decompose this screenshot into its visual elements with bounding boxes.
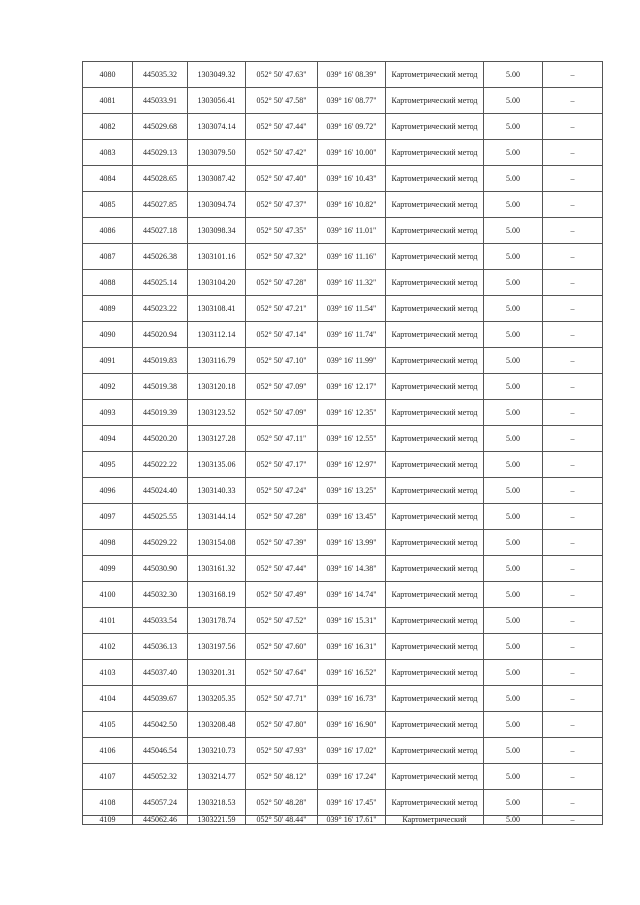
method-cell: Картометрический метод	[386, 140, 484, 166]
y-coordinate-cell: 1303116.79	[188, 348, 246, 374]
point-number-cell: 4105	[83, 712, 133, 738]
accuracy-cell: 5.00	[484, 62, 543, 88]
latitude-cell: 052° 50' 47.10"	[246, 348, 318, 374]
note-cell: –	[543, 816, 603, 825]
latitude-cell: 052° 50' 47.28"	[246, 270, 318, 296]
longitude-cell: 039° 16' 13.99"	[318, 530, 386, 556]
table-row	[83, 218, 603, 244]
accuracy-cell: 5.00	[484, 140, 543, 166]
method-cell: Картометрический метод	[386, 790, 484, 816]
method-cell: Картометрический метод	[386, 478, 484, 504]
table-row	[83, 790, 603, 816]
accuracy-cell: 5.00	[484, 608, 543, 634]
y-coordinate-cell: 1303140.33	[188, 478, 246, 504]
point-number-cell: 4085	[83, 192, 133, 218]
point-number-cell: 4108	[83, 790, 133, 816]
longitude-cell: 039° 16' 09.72"	[318, 114, 386, 140]
y-coordinate-cell: 1303094.74	[188, 192, 246, 218]
method-cell: Картометрический метод	[386, 296, 484, 322]
y-coordinate-cell: 1303221.59	[188, 816, 246, 825]
method-cell: Картометрический метод	[386, 608, 484, 634]
accuracy-cell: 5.00	[484, 582, 543, 608]
note-cell: –	[543, 322, 603, 348]
point-number-cell: 4104	[83, 686, 133, 712]
table-row	[83, 764, 603, 790]
coordinates-table	[82, 61, 603, 825]
y-coordinate-cell: 1303056.41	[188, 88, 246, 114]
method-cell: Картометрический метод	[386, 322, 484, 348]
point-number-cell: 4082	[83, 114, 133, 140]
longitude-cell: 039° 16' 10.00"	[318, 140, 386, 166]
accuracy-cell: 5.00	[484, 322, 543, 348]
point-number-cell: 4090	[83, 322, 133, 348]
note-cell: –	[543, 478, 603, 504]
y-coordinate-cell: 1303178.74	[188, 608, 246, 634]
x-coordinate-cell: 445057.24	[133, 790, 188, 816]
point-number-cell: 4087	[83, 244, 133, 270]
x-coordinate-cell: 445037.40	[133, 660, 188, 686]
latitude-cell: 052° 50' 47.21"	[246, 296, 318, 322]
latitude-cell: 052° 50' 47.35"	[246, 218, 318, 244]
x-coordinate-cell: 445036.13	[133, 634, 188, 660]
accuracy-cell: 5.00	[484, 738, 543, 764]
latitude-cell: 052° 50' 47.71"	[246, 686, 318, 712]
method-cell: Картометрический метод	[386, 166, 484, 192]
longitude-cell: 039° 16' 10.82"	[318, 192, 386, 218]
longitude-cell: 039° 16' 08.39"	[318, 62, 386, 88]
y-coordinate-cell: 1303168.19	[188, 582, 246, 608]
method-cell: Картометрический метод	[386, 660, 484, 686]
longitude-cell: 039° 16' 11.01"	[318, 218, 386, 244]
method-cell: Картометрический метод	[386, 712, 484, 738]
note-cell: –	[543, 556, 603, 582]
accuracy-cell: 5.00	[484, 686, 543, 712]
point-number-cell: 4107	[83, 764, 133, 790]
x-coordinate-cell: 445035.32	[133, 62, 188, 88]
longitude-cell: 039° 16' 11.74"	[318, 322, 386, 348]
longitude-cell: 039° 16' 17.45"	[318, 790, 386, 816]
point-number-cell: 4106	[83, 738, 133, 764]
latitude-cell: 052° 50' 47.24"	[246, 478, 318, 504]
method-cell: Картометрический метод	[386, 764, 484, 790]
method-cell: Картометрический метод	[386, 530, 484, 556]
longitude-cell: 039° 16' 10.43"	[318, 166, 386, 192]
x-coordinate-cell: 445029.68	[133, 114, 188, 140]
longitude-cell: 039° 16' 08.77"	[318, 88, 386, 114]
accuracy-cell: 5.00	[484, 88, 543, 114]
point-number-cell: 4081	[83, 88, 133, 114]
y-coordinate-cell: 1303074.14	[188, 114, 246, 140]
table-row	[83, 634, 603, 660]
x-coordinate-cell: 445025.55	[133, 504, 188, 530]
x-coordinate-cell: 445029.22	[133, 530, 188, 556]
table-row	[83, 556, 603, 582]
point-number-cell: 4094	[83, 426, 133, 452]
x-coordinate-cell: 445019.38	[133, 374, 188, 400]
table-row	[83, 374, 603, 400]
latitude-cell: 052° 50' 47.39"	[246, 530, 318, 556]
note-cell: –	[543, 634, 603, 660]
x-coordinate-cell: 445027.18	[133, 218, 188, 244]
y-coordinate-cell: 1303120.18	[188, 374, 246, 400]
longitude-cell: 039° 16' 12.55"	[318, 426, 386, 452]
longitude-cell: 039° 16' 16.90"	[318, 712, 386, 738]
table-row	[83, 348, 603, 374]
method-cell: Картометрический метод	[386, 244, 484, 270]
accuracy-cell: 5.00	[484, 426, 543, 452]
point-number-cell: 4088	[83, 270, 133, 296]
note-cell: –	[543, 140, 603, 166]
longitude-cell: 039° 16' 11.54"	[318, 296, 386, 322]
method-cell: Картометрический метод	[386, 426, 484, 452]
method-cell: Картометрический метод	[386, 62, 484, 88]
accuracy-cell: 5.00	[484, 192, 543, 218]
longitude-cell: 039° 16' 16.52"	[318, 660, 386, 686]
table-row	[83, 608, 603, 634]
table-row	[83, 62, 603, 88]
latitude-cell: 052° 50' 47.09"	[246, 400, 318, 426]
y-coordinate-cell: 1303079.50	[188, 140, 246, 166]
point-number-cell: 4098	[83, 530, 133, 556]
latitude-cell: 052° 50' 47.64"	[246, 660, 318, 686]
point-number-cell: 4080	[83, 62, 133, 88]
longitude-cell: 039° 16' 15.31"	[318, 608, 386, 634]
point-number-cell: 4097	[83, 504, 133, 530]
accuracy-cell: 5.00	[484, 400, 543, 426]
note-cell: –	[543, 244, 603, 270]
point-number-cell: 4086	[83, 218, 133, 244]
x-coordinate-cell: 445042.50	[133, 712, 188, 738]
y-coordinate-cell: 1303087.42	[188, 166, 246, 192]
longitude-cell: 039° 16' 13.45"	[318, 504, 386, 530]
accuracy-cell: 5.00	[484, 348, 543, 374]
table-row	[83, 686, 603, 712]
latitude-cell: 052° 50' 48.44"	[246, 816, 318, 825]
accuracy-cell: 5.00	[484, 816, 543, 825]
x-coordinate-cell: 445033.91	[133, 88, 188, 114]
y-coordinate-cell: 1303049.32	[188, 62, 246, 88]
x-coordinate-cell: 445026.38	[133, 244, 188, 270]
table-row	[83, 322, 603, 348]
note-cell: –	[543, 764, 603, 790]
x-coordinate-cell: 445020.20	[133, 426, 188, 452]
x-coordinate-cell: 445032.30	[133, 582, 188, 608]
note-cell: –	[543, 400, 603, 426]
accuracy-cell: 5.00	[484, 790, 543, 816]
latitude-cell: 052° 50' 47.09"	[246, 374, 318, 400]
method-cell: Картометрический метод	[386, 374, 484, 400]
table-row	[83, 582, 603, 608]
longitude-cell: 039° 16' 11.16"	[318, 244, 386, 270]
latitude-cell: 052° 50' 47.58"	[246, 88, 318, 114]
table-row	[83, 738, 603, 764]
latitude-cell: 052° 50' 47.44"	[246, 114, 318, 140]
y-coordinate-cell: 1303201.31	[188, 660, 246, 686]
y-coordinate-cell: 1303098.34	[188, 218, 246, 244]
x-coordinate-cell: 445039.67	[133, 686, 188, 712]
y-coordinate-cell: 1303108.41	[188, 296, 246, 322]
note-cell: –	[543, 686, 603, 712]
x-coordinate-cell: 445027.85	[133, 192, 188, 218]
note-cell: –	[543, 582, 603, 608]
note-cell: –	[543, 114, 603, 140]
method-cell: Картометрический метод	[386, 556, 484, 582]
note-cell: –	[543, 504, 603, 530]
table-row	[83, 140, 603, 166]
x-coordinate-cell: 445019.83	[133, 348, 188, 374]
note-cell: –	[543, 348, 603, 374]
table-row	[83, 660, 603, 686]
table-row	[83, 400, 603, 426]
method-cell: Картометрический метод	[386, 452, 484, 478]
latitude-cell: 052° 50' 47.37"	[246, 192, 318, 218]
y-coordinate-cell: 1303135.06	[188, 452, 246, 478]
note-cell: –	[543, 218, 603, 244]
method-cell: Картометрический метод	[386, 218, 484, 244]
note-cell: –	[543, 192, 603, 218]
table-row	[83, 452, 603, 478]
table-row	[83, 166, 603, 192]
point-number-cell: 4093	[83, 400, 133, 426]
note-cell: –	[543, 452, 603, 478]
point-number-cell: 4103	[83, 660, 133, 686]
x-coordinate-cell: 445024.40	[133, 478, 188, 504]
note-cell: –	[543, 62, 603, 88]
latitude-cell: 052° 50' 48.28"	[246, 790, 318, 816]
accuracy-cell: 5.00	[484, 166, 543, 192]
table-row	[83, 712, 603, 738]
method-cell: Картометрический метод	[386, 192, 484, 218]
latitude-cell: 052° 50' 47.80"	[246, 712, 318, 738]
point-number-cell: 4089	[83, 296, 133, 322]
latitude-cell: 052° 50' 47.17"	[246, 452, 318, 478]
y-coordinate-cell: 1303214.77	[188, 764, 246, 790]
longitude-cell: 039° 16' 17.61"	[318, 816, 386, 825]
note-cell: –	[543, 374, 603, 400]
point-number-cell: 4095	[83, 452, 133, 478]
accuracy-cell: 5.00	[484, 660, 543, 686]
note-cell: –	[543, 738, 603, 764]
accuracy-cell: 5.00	[484, 452, 543, 478]
table-row	[83, 114, 603, 140]
point-number-cell: 4109	[83, 816, 133, 825]
x-coordinate-cell: 445023.22	[133, 296, 188, 322]
table-row	[83, 270, 603, 296]
latitude-cell: 052° 50' 47.11"	[246, 426, 318, 452]
y-coordinate-cell: 1303205.35	[188, 686, 246, 712]
table-row	[83, 426, 603, 452]
accuracy-cell: 5.00	[484, 764, 543, 790]
latitude-cell: 052° 50' 47.40"	[246, 166, 318, 192]
point-number-cell: 4099	[83, 556, 133, 582]
latitude-cell: 052° 50' 47.93"	[246, 738, 318, 764]
latitude-cell: 052° 50' 48.12"	[246, 764, 318, 790]
latitude-cell: 052° 50' 47.28"	[246, 504, 318, 530]
y-coordinate-cell: 1303218.53	[188, 790, 246, 816]
longitude-cell: 039° 16' 13.25"	[318, 478, 386, 504]
longitude-cell: 039° 16' 17.24"	[318, 764, 386, 790]
accuracy-cell: 5.00	[484, 218, 543, 244]
longitude-cell: 039° 16' 14.38"	[318, 556, 386, 582]
note-cell: –	[543, 270, 603, 296]
latitude-cell: 052° 50' 47.42"	[246, 140, 318, 166]
x-coordinate-cell: 445020.94	[133, 322, 188, 348]
y-coordinate-cell: 1303127.28	[188, 426, 246, 452]
accuracy-cell: 5.00	[484, 244, 543, 270]
method-cell: Картометрический метод	[386, 270, 484, 296]
point-number-cell: 4102	[83, 634, 133, 660]
y-coordinate-cell: 1303104.20	[188, 270, 246, 296]
method-cell: Картометрический метод	[386, 504, 484, 530]
y-coordinate-cell: 1303161.32	[188, 556, 246, 582]
method-cell: Картометрический	[386, 816, 484, 825]
method-cell: Картометрический метод	[386, 582, 484, 608]
table-row	[83, 478, 603, 504]
x-coordinate-cell: 445030.90	[133, 556, 188, 582]
table-row	[83, 816, 603, 825]
note-cell: –	[543, 296, 603, 322]
note-cell: –	[543, 88, 603, 114]
method-cell: Картометрический метод	[386, 738, 484, 764]
table-row	[83, 504, 603, 530]
table-row	[83, 192, 603, 218]
accuracy-cell: 5.00	[484, 114, 543, 140]
latitude-cell: 052° 50' 47.49"	[246, 582, 318, 608]
longitude-cell: 039° 16' 16.31"	[318, 634, 386, 660]
method-cell: Картометрический метод	[386, 400, 484, 426]
table-row	[83, 530, 603, 556]
latitude-cell: 052° 50' 47.63"	[246, 62, 318, 88]
point-number-cell: 4092	[83, 374, 133, 400]
x-coordinate-cell: 445029.13	[133, 140, 188, 166]
point-number-cell: 4083	[83, 140, 133, 166]
x-coordinate-cell: 445033.54	[133, 608, 188, 634]
note-cell: –	[543, 712, 603, 738]
latitude-cell: 052° 50' 47.14"	[246, 322, 318, 348]
x-coordinate-cell: 445062.46	[133, 816, 188, 825]
x-coordinate-cell: 445028.65	[133, 166, 188, 192]
latitude-cell: 052° 50' 47.32"	[246, 244, 318, 270]
y-coordinate-cell: 1303208.48	[188, 712, 246, 738]
note-cell: –	[543, 790, 603, 816]
longitude-cell: 039° 16' 11.32"	[318, 270, 386, 296]
longitude-cell: 039° 16' 12.17"	[318, 374, 386, 400]
accuracy-cell: 5.00	[484, 374, 543, 400]
note-cell: –	[543, 530, 603, 556]
latitude-cell: 052° 50' 47.44"	[246, 556, 318, 582]
longitude-cell: 039° 16' 14.74"	[318, 582, 386, 608]
point-number-cell: 4100	[83, 582, 133, 608]
point-number-cell: 4084	[83, 166, 133, 192]
y-coordinate-cell: 1303112.14	[188, 322, 246, 348]
accuracy-cell: 5.00	[484, 634, 543, 660]
longitude-cell: 039° 16' 17.02"	[318, 738, 386, 764]
method-cell: Картометрический метод	[386, 114, 484, 140]
accuracy-cell: 5.00	[484, 478, 543, 504]
method-cell: Картометрический метод	[386, 634, 484, 660]
y-coordinate-cell: 1303197.56	[188, 634, 246, 660]
note-cell: –	[543, 660, 603, 686]
table-row	[83, 244, 603, 270]
note-cell: –	[543, 608, 603, 634]
y-coordinate-cell: 1303123.52	[188, 400, 246, 426]
table-row	[83, 88, 603, 114]
y-coordinate-cell: 1303144.14	[188, 504, 246, 530]
method-cell: Картометрический метод	[386, 686, 484, 712]
x-coordinate-cell: 445052.32	[133, 764, 188, 790]
x-coordinate-cell: 445022.22	[133, 452, 188, 478]
longitude-cell: 039° 16' 12.35"	[318, 400, 386, 426]
y-coordinate-cell: 1303101.16	[188, 244, 246, 270]
note-cell: –	[543, 426, 603, 452]
accuracy-cell: 5.00	[484, 270, 543, 296]
y-coordinate-cell: 1303210.73	[188, 738, 246, 764]
longitude-cell: 039° 16' 16.73"	[318, 686, 386, 712]
x-coordinate-cell: 445019.39	[133, 400, 188, 426]
x-coordinate-cell: 445046.54	[133, 738, 188, 764]
latitude-cell: 052° 50' 47.60"	[246, 634, 318, 660]
accuracy-cell: 5.00	[484, 530, 543, 556]
table-row	[83, 296, 603, 322]
accuracy-cell: 5.00	[484, 504, 543, 530]
accuracy-cell: 5.00	[484, 712, 543, 738]
method-cell: Картометрический метод	[386, 88, 484, 114]
point-number-cell: 4091	[83, 348, 133, 374]
accuracy-cell: 5.00	[484, 296, 543, 322]
latitude-cell: 052° 50' 47.52"	[246, 608, 318, 634]
point-number-cell: 4096	[83, 478, 133, 504]
x-coordinate-cell: 445025.14	[133, 270, 188, 296]
accuracy-cell: 5.00	[484, 556, 543, 582]
point-number-cell: 4101	[83, 608, 133, 634]
longitude-cell: 039° 16' 11.99"	[318, 348, 386, 374]
note-cell: –	[543, 166, 603, 192]
method-cell: Картометрический метод	[386, 348, 484, 374]
y-coordinate-cell: 1303154.08	[188, 530, 246, 556]
longitude-cell: 039° 16' 12.97"	[318, 452, 386, 478]
